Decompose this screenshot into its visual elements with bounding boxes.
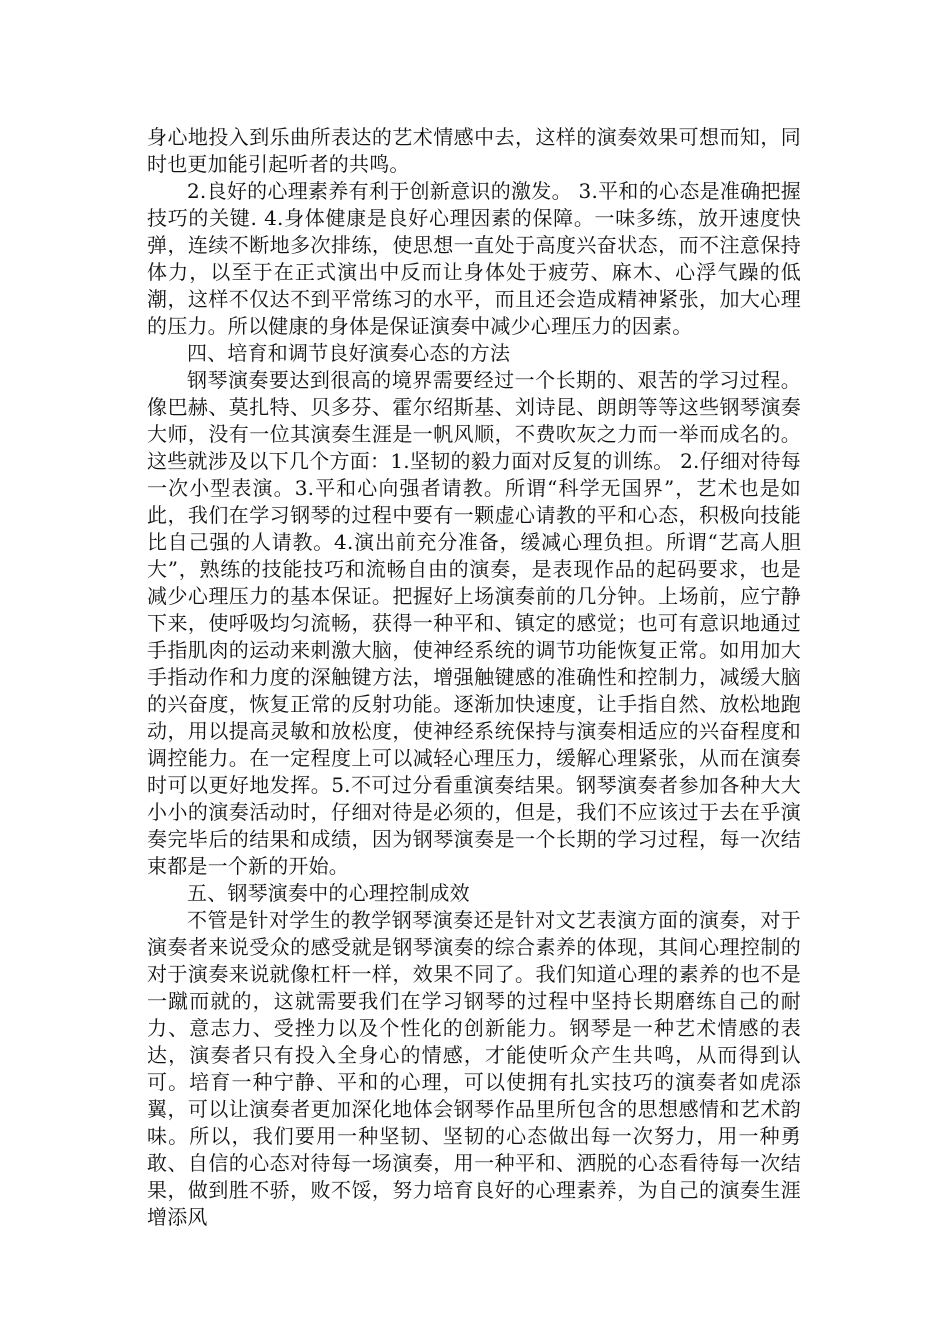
paragraph-continuation: 身心地投入到乐曲所表达的艺术情感中去，这样的演奏效果可想而知，同时也更加能引起听者的共鸣。 xyxy=(147,125,801,176)
paragraph-mental-qualities: 2.良好的心理素养有利于创新意识的激发。 3.平和的心态是准确把握技巧的关键. 4.身体健康是良好心理因素的保障。一味多练，放开速度快弹，连续不断地多次排练，使思想一直处于高度兴奋状态，而不注意保持体力，以至于在正式演出中反而让身体处于疲劳、麻木、心浮气躁的低潮，这样不仅达不到平常练习的水平，而且还会造成精神紧张，加大心理的压力。所以健康的身体是保证演奏中减少心理压力的因素。 xyxy=(147,179,801,338)
paragraph-methods: 钢琴演奏要达到很高的境界需要经过一个长期的、艰苦的学习过程。像巴赫、莫扎特、贝多芬、霍尔绍斯基、刘诗昆、朗朗等等这些钢琴演奏大师，没有一位其演奏生涯是一帆风顺，不费吹灰之力而一举而成名的。这些就涉及以下几个方面：1.坚韧的毅力面对反复的训练。 2.仔细对待每一次小型表演。3.平和心向强者请教。所谓“科学无国界”，艺术也是如此，我们在学习钢琴的过程中要有一颗虚心请教的平和心态，积极向技能比自己强的人请教。4.演出前充分准备，缓减心理负担。所谓“艺高人胆大”，熟练的技能技巧和流畅自由的演奏，是表现作品的起码要求，也是减少心理压力的基本保证。把握好上场演奏前的几分钟。上场前，应宁静下来，使呼吸均匀流畅，获得一种平和、镇定的感觉；也可有意识地通过手指肌肉的运动来刺激大脑，使神经系统的调节功能恢复正常。如用加大手指动作和力度的深触键方法，增强触键感的准确性和控制力，减缓大脑的兴奋度，恢复正常的反射功能。逐渐加快速度，让手指自然、放松地跑动，用以提高灵敏和放松度，使神经系统保持与演奏相适应的兴奋程度和调控能力。在一定程度上可以减轻心理压力，缓解心理紧张，从而在演奏时可以更好地发挥。5.不可过分看重演奏结果。钢琴演奏者参加各种大大小小的演奏活动时，仔细对待是必须的，但是，我们不应该过于去在乎演奏完毕后的结果和成绩，因为钢琴演奏是一个长期的学习过程，每一次结束都是一个新的开始。 xyxy=(147,368,801,878)
document-body xyxy=(147,124,801,1231)
paragraph-control-effects: 不管是针对学生的教学钢琴演奏还是针对文艺表演方面的演奏，对于演奏者来说受众的感受就是钢琴演奏的综合素养的体现，其间心理控制的对于演奏来说就像杠杆一样，效果不同了。我们知道心理的素养的也不是一蹴而就的，这就需要我们在学习钢琴的过程中坚持长期磨练自己的耐力、意志力、受挫力以及个性化的创新能力。钢琴是一种艺术情感的表达，演奏者只有投入全身心的情感，才能使听众产生共鸣，从而得到认可。培育一种宁静、平和的心理，可以使拥有扎实技巧的演奏者如虎添翼，可以让演奏者更加深化地体会钢琴作品里所包含的思想感情和艺术韵味。所以，我们要用一种坚韧、坚韧的心态做出每一次努力，用一种勇敢、自信的心态对待每一场演奏，用一种平和、洒脱的心态看待每一次结果，做到胜不骄，败不馁，努力培育良好的心理素养，为自己的演奏生涯增添风 xyxy=(147,908,801,1229)
section-heading-5: 五、钢琴演奏中的心理控制成效 xyxy=(187,881,470,905)
section-heading-4: 四、培育和调节良好演奏心态的方法 xyxy=(187,341,511,365)
